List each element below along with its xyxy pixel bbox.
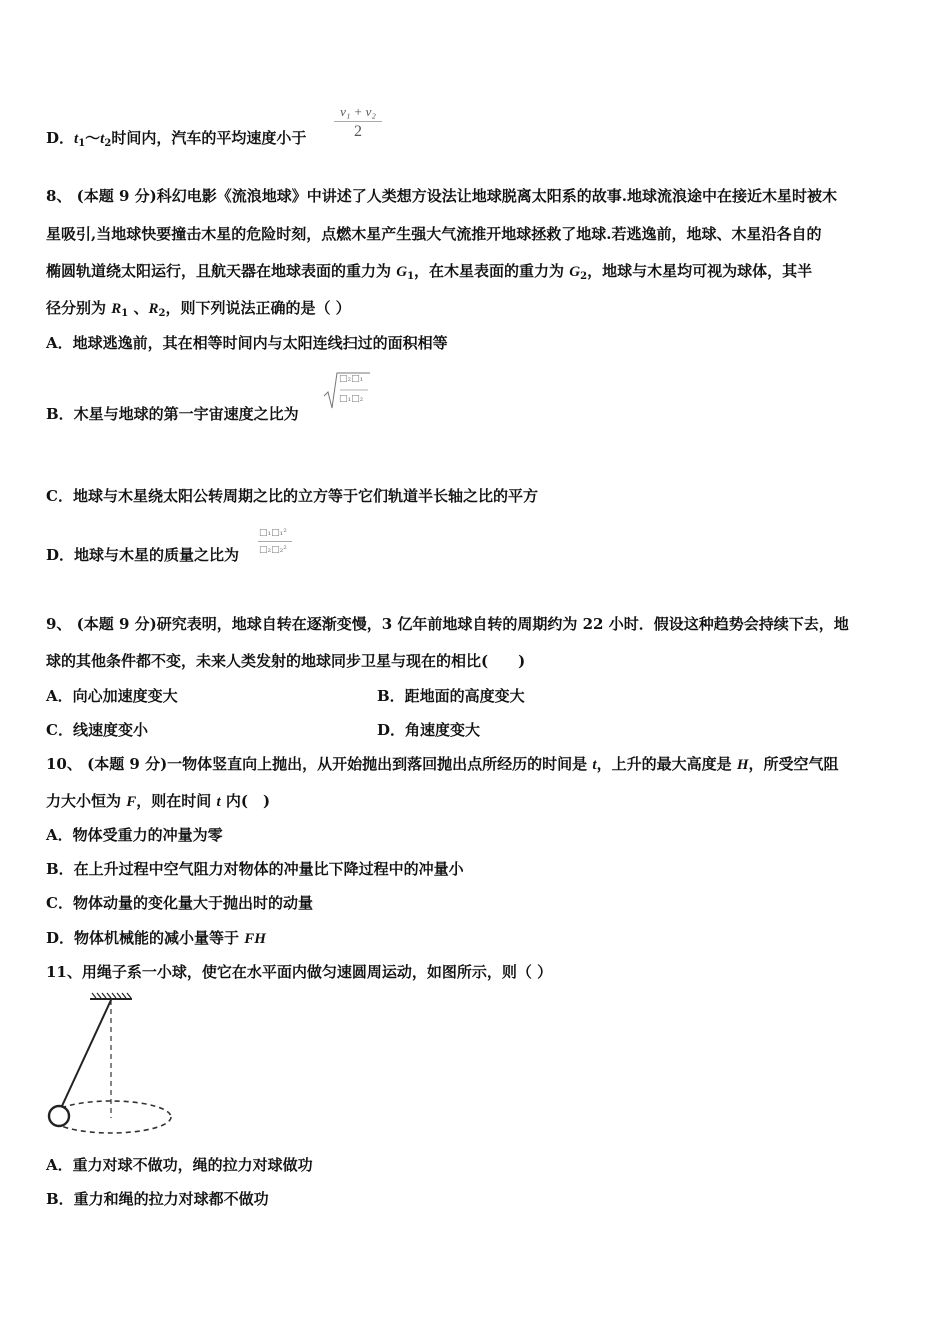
q8-option-a: A．地球逃逸前，其在相等时间内与太阳连线扫过的面积相等	[46, 334, 448, 352]
fraction-numerator: v₁ + v₂	[340, 104, 376, 119]
var-t: t	[100, 131, 105, 147]
q11-option-b: B．重力和绳的拉力对球都不做功	[46, 1190, 269, 1208]
text: D．物体机械能的减小量等于	[46, 929, 245, 947]
q8-stem-line2: 星吸引,当地球快要撞击木星的危险时刻，点燃木星产生强大气流推开地球拯救了地球.若逃逸前，地球、木星沿各自的	[46, 225, 822, 243]
fraction-bar	[258, 541, 292, 542]
formula-denominator: □₁□₂	[339, 394, 364, 404]
var-r: R	[148, 301, 159, 317]
text: ，所受空气阻	[748, 755, 839, 773]
rope	[62, 1000, 111, 1106]
var-t: t	[592, 757, 597, 773]
text: 、	[128, 299, 149, 317]
q8-option-d: D．地球与木星的质量之比为	[46, 546, 240, 564]
fraction-denominator: 2	[354, 123, 362, 140]
option-text: 时间内，汽车的平均速度小于	[111, 129, 307, 147]
q11-option-a: A．重力对球不做功，绳的拉力对球做功	[46, 1156, 313, 1174]
subscript: 1	[78, 138, 86, 149]
var-h: H	[736, 757, 749, 773]
q10-stem-line1	[46, 754, 839, 775]
text: 力大小恒为	[46, 792, 127, 810]
q8-stem-line3	[46, 261, 812, 287]
q10-stem-line2	[46, 791, 270, 812]
tilde: ～	[85, 129, 101, 147]
q7-option-d	[46, 128, 306, 154]
text: 径分别为	[46, 299, 112, 317]
q8-stem-line4	[46, 298, 351, 324]
text: ，上升的最大高度是	[596, 755, 737, 773]
text: 椭圆轨道绕太阳运行，且航天器在地球表面的重力为	[46, 262, 397, 280]
text: ，地球与木星均可视为球体，其半	[587, 262, 813, 280]
var-fh: FH	[244, 931, 266, 947]
var-r: R	[111, 301, 122, 317]
q8-option-c: C．地球与木星绕太阳公转周期之比的立方等于它们轨道半长轴之比的平方	[46, 487, 538, 505]
var-t: t	[216, 794, 221, 810]
conical-pendulum-figure	[44, 990, 180, 1136]
option-label: D．	[46, 129, 75, 147]
subscript: 2	[104, 138, 112, 149]
q8-option-b: B．木星与地球的第一宇宙速度之比为	[46, 405, 299, 423]
subscript: 2	[580, 271, 588, 282]
text: 10、 (本题 9 分)一物体竖直向上抛出，从开始抛出到落回抛出点所经历的时间是	[46, 755, 593, 773]
var-f: F	[126, 794, 137, 810]
q9-option-d: D．角速度变大	[377, 721, 481, 739]
var-g: G	[569, 264, 581, 280]
fraction-bar	[334, 121, 382, 122]
q9-stem-line2: 球的其他条件都不变，未来人类发射的地球同步卫星与现在的相比( )	[46, 652, 526, 670]
q10-option-a: A．物体受重力的冲量为零	[46, 826, 223, 844]
subscript: 1	[121, 308, 129, 319]
text: ，在木星表面的重力为	[414, 262, 570, 280]
q10-option-d	[46, 928, 266, 949]
var-t: t	[74, 131, 79, 147]
formula-denominator: □₂□₂²	[259, 545, 287, 555]
text: ，则在时间	[136, 792, 217, 810]
text: 内( )	[220, 792, 271, 810]
q10-option-c: C．物体动量的变化量大于抛出时的动量	[46, 894, 313, 912]
text: ，则下列说法正确的是（ ）	[165, 299, 351, 317]
q9-option-c: C．线速度变小	[46, 721, 148, 739]
subscript: 2	[158, 308, 166, 319]
ceiling-hatch	[90, 993, 132, 999]
q10-option-b: B．在上升过程中空气阻力对物体的冲量比下降过程中的冲量小	[46, 860, 464, 878]
q9-stem-line1: 9、 (本题 9 分)研究表明，地球自转在逐渐变慢，3 亿年前地球自转的周期约为 22 小时．假设这种趋势会持续下去，地	[46, 615, 849, 633]
q9-option-b: B．距地面的高度变大	[377, 687, 525, 705]
q11-stem: 11、用绳子系一小球，使它在水平面内做匀速圆周运动，如图所示，则（ ）	[46, 963, 553, 981]
q9-option-a: A．向心加速度变大	[46, 687, 178, 705]
avg-velocity-fraction	[332, 104, 384, 141]
formula-numerator: □₁□₁²	[259, 528, 287, 538]
subscript: 1	[407, 271, 415, 282]
formula-numerator: □₂□₁	[339, 374, 364, 384]
q8-stem-line1: 8、 (本题 9 分)科幻电影《流浪地球》中讲述了人类想方设法让地球脱离太阳系的故事.地球流浪途中在接近木星时被木	[46, 187, 837, 205]
var-g: G	[396, 264, 408, 280]
ball	[49, 1106, 69, 1126]
